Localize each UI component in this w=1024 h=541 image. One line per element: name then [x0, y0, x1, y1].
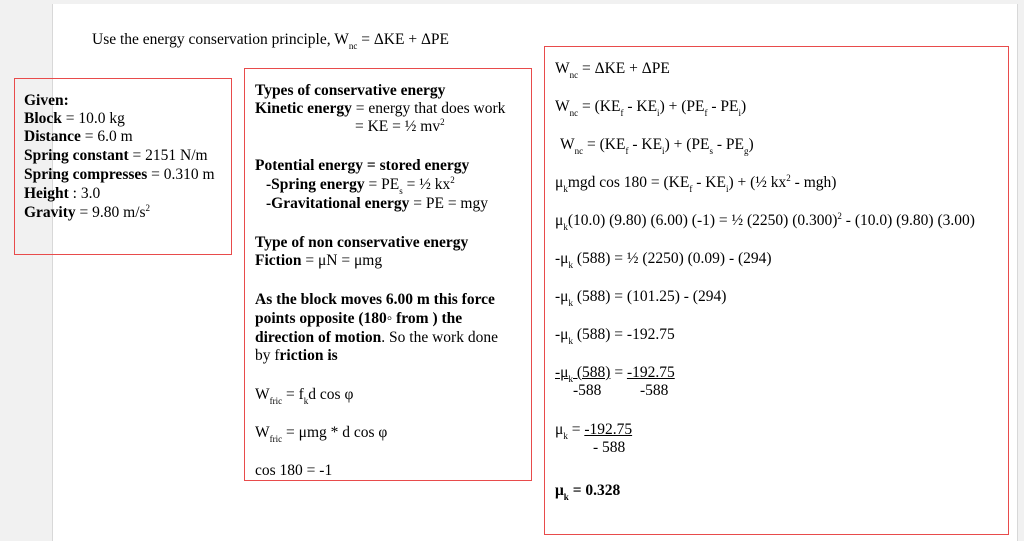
given-title: Given:: [24, 92, 69, 109]
solution-line-4: $\mu_kmgd$ $\cos 180 = (KE_f - KE_i)$ + (½ $kx^2 - mgh$): [555, 173, 837, 194]
solution-line-8: $-\mu_k$ (588) = -192.75: [555, 326, 675, 346]
kinetic-energy-line: Kinetic energy = energy that does work: [255, 100, 506, 117]
solution-line-1: $W_{nc} = \Delta KE + \Delta PE$: [555, 60, 670, 80]
spring-energy-line: -Spring energy = $PE_s$ = ½ $kx^2$: [266, 175, 455, 196]
solution-final-answer: $\mu_k = 0.328$: [555, 482, 621, 502]
page-header-text: Use the energy conservation principle, $W_{nc} = \Delta KE + \Delta PE$: [92, 31, 449, 51]
fiction-line: Fiction = μN = μmg: [255, 252, 383, 269]
solution-line-10-denominator: - 588: [593, 439, 626, 456]
given-gravity: Gravity = 9.80 $m/s^2$: [24, 203, 151, 221]
solution-line-6: $-\mu_k$ (588) = ½ (2250) (0.09) - (294): [555, 250, 772, 270]
solution-line-7: $-\mu_k$ (588) = (101.25) - (294): [555, 288, 727, 308]
wfric-eq2: $W_{fric} = \mu mg * d$ cos φ: [255, 424, 388, 444]
wfric-eq1: $W_{fric} = f_kd$ cos φ: [255, 386, 354, 406]
block-moves-line2: points opposite (180◦ from ) the: [255, 310, 463, 327]
solution-line-2: $W_{nc} = (KE_f - KE_i) + (PE_f - PE_i)$: [555, 98, 747, 118]
block-moves-line4: by friction is: [255, 347, 338, 364]
solution-line-9-denominator-right: -588: [640, 382, 669, 399]
given-spring-constant: Spring constant = 2151 N/m: [24, 147, 208, 164]
solution-line-3: $W_{nc} = (KE_f - KE_i) + (PE_s - PE_g)$: [560, 136, 754, 156]
given-block: Block = 10.0 kg: [24, 110, 125, 127]
block-moves-line1: As the block moves 6.00 m this force: [255, 291, 495, 308]
given-distance: Distance = 6.0 m: [24, 128, 133, 145]
grav-energy-line: -Gravitational energy = PE = mgy: [266, 195, 488, 212]
potential-energy-title: Potential energy = stored energy: [255, 157, 470, 174]
solution-line-9-denominator-left: -588: [573, 382, 602, 399]
solution-line-5: $\mu_k(10.0)$ (9.80) (6.00) (-1) = ½ (2250) $(0.300)^2 - (10.0)$ (9.80) (3.00): [555, 211, 975, 232]
given-height: Height : 3.0: [24, 185, 101, 202]
given-spring-compresses: Spring compresses = 0.310 m: [24, 166, 215, 183]
solution-line-9-numerator: $-\mu_k$ (588) = -192.75: [555, 364, 675, 384]
solution-line-10: $\mu_k = -192.75$: [555, 421, 633, 441]
cos180-line: cos 180 = -1: [255, 462, 333, 479]
nonconservative-title: Type of non conservative energy: [255, 234, 469, 251]
kinetic-energy-formula: = KE = ½ $mv^2$: [355, 117, 445, 135]
block-moves-line3: direction of motion. So the work done: [255, 329, 498, 346]
types-title: Types of conservative energy: [255, 82, 446, 99]
